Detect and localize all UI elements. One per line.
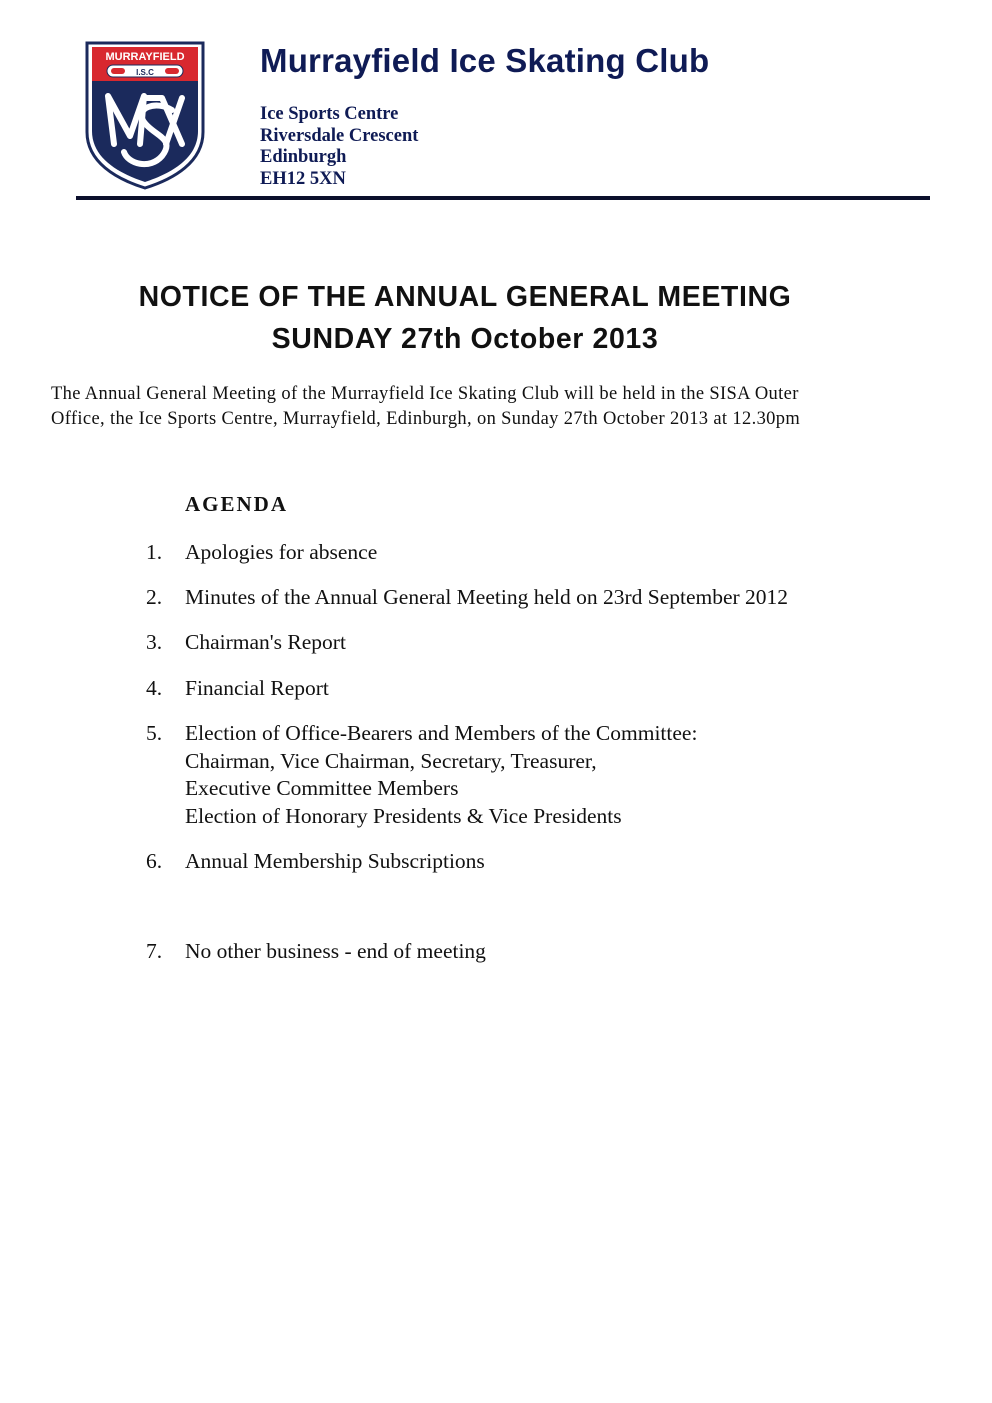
address-line: Riversdale Crescent bbox=[260, 125, 419, 146]
address-line: Ice Sports Centre bbox=[260, 104, 399, 124]
notice-title-line: NOTICE OF THE ANNUAL GENERAL MEETING bbox=[138, 281, 792, 313]
address-line: Edinburgh bbox=[260, 147, 347, 167]
agenda-heading: AGENDA bbox=[185, 492, 289, 516]
agenda-item-text: Financial Report bbox=[185, 676, 329, 700]
address-line: EH12 5XN bbox=[260, 168, 346, 189]
crest-sub-text: I.S.C bbox=[136, 68, 154, 77]
club-crest-logo bbox=[84, 40, 206, 190]
agenda-item-line: Chairman, Vice Chairman, Secretary, Treasurer, bbox=[185, 748, 597, 773]
agenda-item-line: Executive Committee Members bbox=[185, 776, 459, 800]
agenda-item-text: Annual Membership Subscriptions bbox=[185, 849, 485, 873]
agenda-item-text: No other business - end of meeting bbox=[185, 939, 486, 963]
agenda-item-number: 3. bbox=[146, 630, 163, 654]
meeting-intro-paragraph bbox=[51, 382, 911, 431]
agenda-item-text: Apologies for absence bbox=[185, 540, 378, 564]
header-divider bbox=[76, 196, 930, 200]
agenda-item-number: 7. bbox=[146, 939, 163, 963]
agenda-item-number: 4. bbox=[146, 676, 163, 700]
notice-title bbox=[0, 276, 930, 360]
agenda-item-text: Minutes of the Annual General Meeting held on 23rd September 2012 bbox=[185, 585, 789, 609]
agenda-item-number: 5. bbox=[146, 721, 163, 745]
agenda-item-text bbox=[185, 720, 697, 830]
agenda-item-number: 1. bbox=[146, 540, 163, 564]
intro-line: The Annual General Meeting of the Murrayfield Ice Skating Club will be held in the SISA Outer bbox=[51, 384, 799, 404]
intro-line: Office, the Ice Sports Centre, Murrayfield, Edinburgh, on Sunday 27th October 2013 at 12.30pm bbox=[51, 408, 801, 429]
agenda-item-number: 2. bbox=[146, 585, 163, 609]
crest-banner-text: MURRAYFIELD bbox=[105, 51, 185, 63]
agenda-item-number: 6. bbox=[146, 849, 163, 873]
club-name: Murrayfield Ice Skating Club bbox=[260, 42, 710, 79]
agenda-item-text: Chairman's Report bbox=[185, 630, 346, 654]
agenda-item-line: Election of Honorary Presidents & Vice Presidents bbox=[185, 803, 622, 828]
club-address bbox=[260, 104, 418, 190]
agenda-item-line: Election of Office-Bearers and Members of the Committee: bbox=[185, 721, 698, 745]
notice-date-line: SUNDAY 27th October 2013 bbox=[271, 323, 659, 355]
